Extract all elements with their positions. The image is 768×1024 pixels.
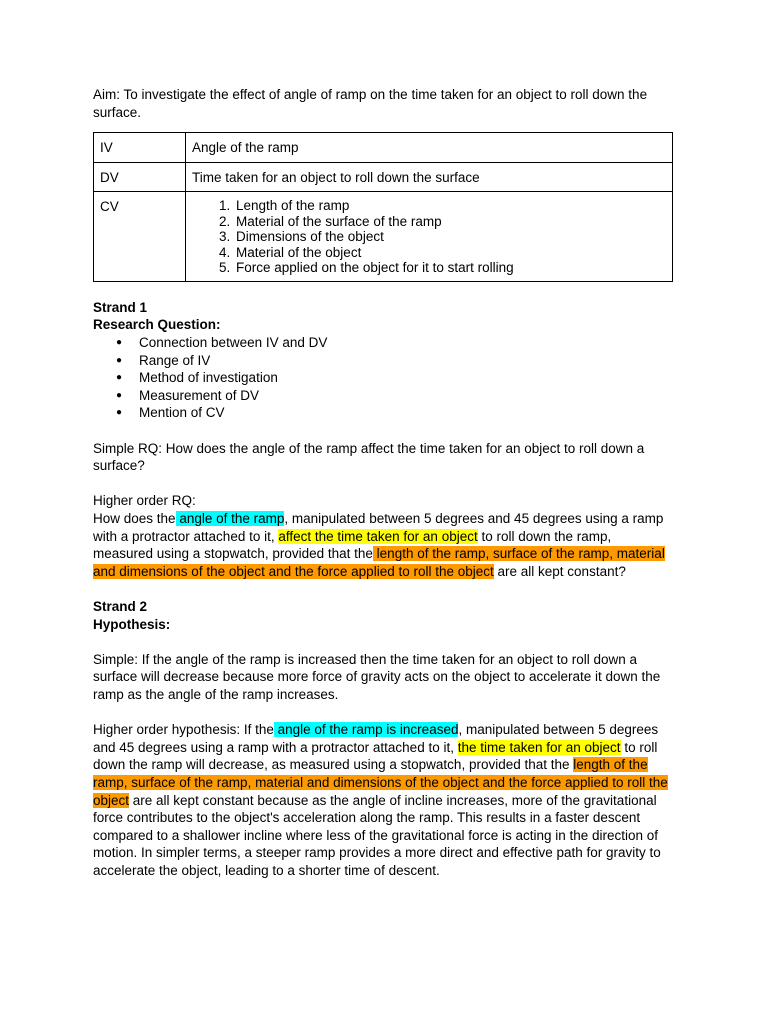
list-item: 4. Material of the object (234, 245, 666, 261)
list-item: 3. Dimensions of the object (234, 229, 666, 245)
higher-rq (93, 510, 675, 580)
text-run: , manipulated between 5 degrees and 45 degrees using a ramp with a protractor attached to it, (93, 511, 664, 544)
list-item: ● Mention of CV (139, 404, 675, 422)
list-item: 5. Force applied on the object for it to start rolling (234, 260, 666, 276)
cv-list (192, 198, 666, 276)
cv-key: CV (94, 192, 186, 282)
dv-key: DV (94, 162, 186, 192)
list-item: ● Method of investigation (139, 369, 675, 387)
text-run: to roll down the ramp will decrease, as measured using a stopwatch, provided that the (93, 739, 658, 773)
list-item: 1. Length of the ramp (234, 198, 666, 214)
iv-highlight: angle of the ramp is increased (273, 722, 459, 738)
iv-key: IV (94, 133, 186, 163)
table-row (94, 192, 673, 282)
dv-highlight: affect the time taken for an object (278, 528, 478, 544)
text-run: are all kept constant because as the angle of incline increases, more of the gravitational force contributes to the object's acceleration along the ramp. This results in a faster descent compared to a shallower incline where less of the gravitational force is acting in the direction of motion. In simpler terms, a steeper ramp provides a more direct and effective path for gravity to accelerate the object, leading to a shorter time of descent. (93, 792, 661, 878)
list-item: ● Range of IV (139, 352, 675, 370)
document-page (93, 86, 675, 879)
strand2-title: Strand 2 (93, 598, 148, 614)
list-item: 2. Material of the surface of the ramp (234, 214, 666, 230)
aim-text: Aim: To investigate the effect of angle of ramp on the time taken for an object to roll down the surface. (93, 87, 648, 120)
variables-table (93, 132, 673, 282)
text-run: are all kept constant? (493, 563, 626, 579)
cv-highlight: length of the ramp, surface of the ramp, material and dimensions of the object and the force applied to roll the object (93, 546, 665, 579)
table-row (94, 162, 673, 192)
strand1-subtitle: Research Question: (93, 317, 221, 333)
cv-value (186, 192, 673, 282)
simple-rq: Simple RQ: How does the angle of the ramp affect the time taken for an object to roll down a surface? (93, 440, 645, 474)
text-run: How does the (93, 511, 176, 526)
iv-highlight: angle of the ramp (175, 511, 285, 526)
list-item: ● Measurement of DV (139, 387, 675, 405)
list-item: ● Connection between IV and DV (139, 334, 675, 352)
higher-hypothesis (93, 721, 675, 879)
cv-highlight: length of the ramp, surface of the ramp, material and dimensions of the object and the force applied to roll the object (93, 757, 668, 808)
higher-rq-label: Higher order RQ: (93, 493, 196, 509)
strand2-subtitle: Hypothesis: (93, 616, 171, 632)
table-row (94, 133, 673, 163)
text-run: Higher order hypothesis: If the (93, 722, 274, 738)
text-run: , manipulated between 5 degrees and 45 degrees using a ramp with a protractor attached to it, (93, 722, 659, 755)
strand1-bullets (93, 334, 675, 422)
dv-highlight: the time taken for an object (457, 739, 621, 755)
text-run: to roll down the ramp, measured using a stopwatch, provided that the (93, 528, 612, 562)
simple-hypothesis: Simple: If the angle of the ramp is increased then the time taken for an object to roll down a surface will decrease because more force of gravity acts on the object to accelerate it down the ramp as the angle of the ramp increases. (93, 651, 661, 702)
dv-value: Time taken for an object to roll down the surface (186, 162, 673, 192)
iv-value: Angle of the ramp (186, 133, 673, 163)
strand1-title: Strand 1 (93, 299, 148, 315)
